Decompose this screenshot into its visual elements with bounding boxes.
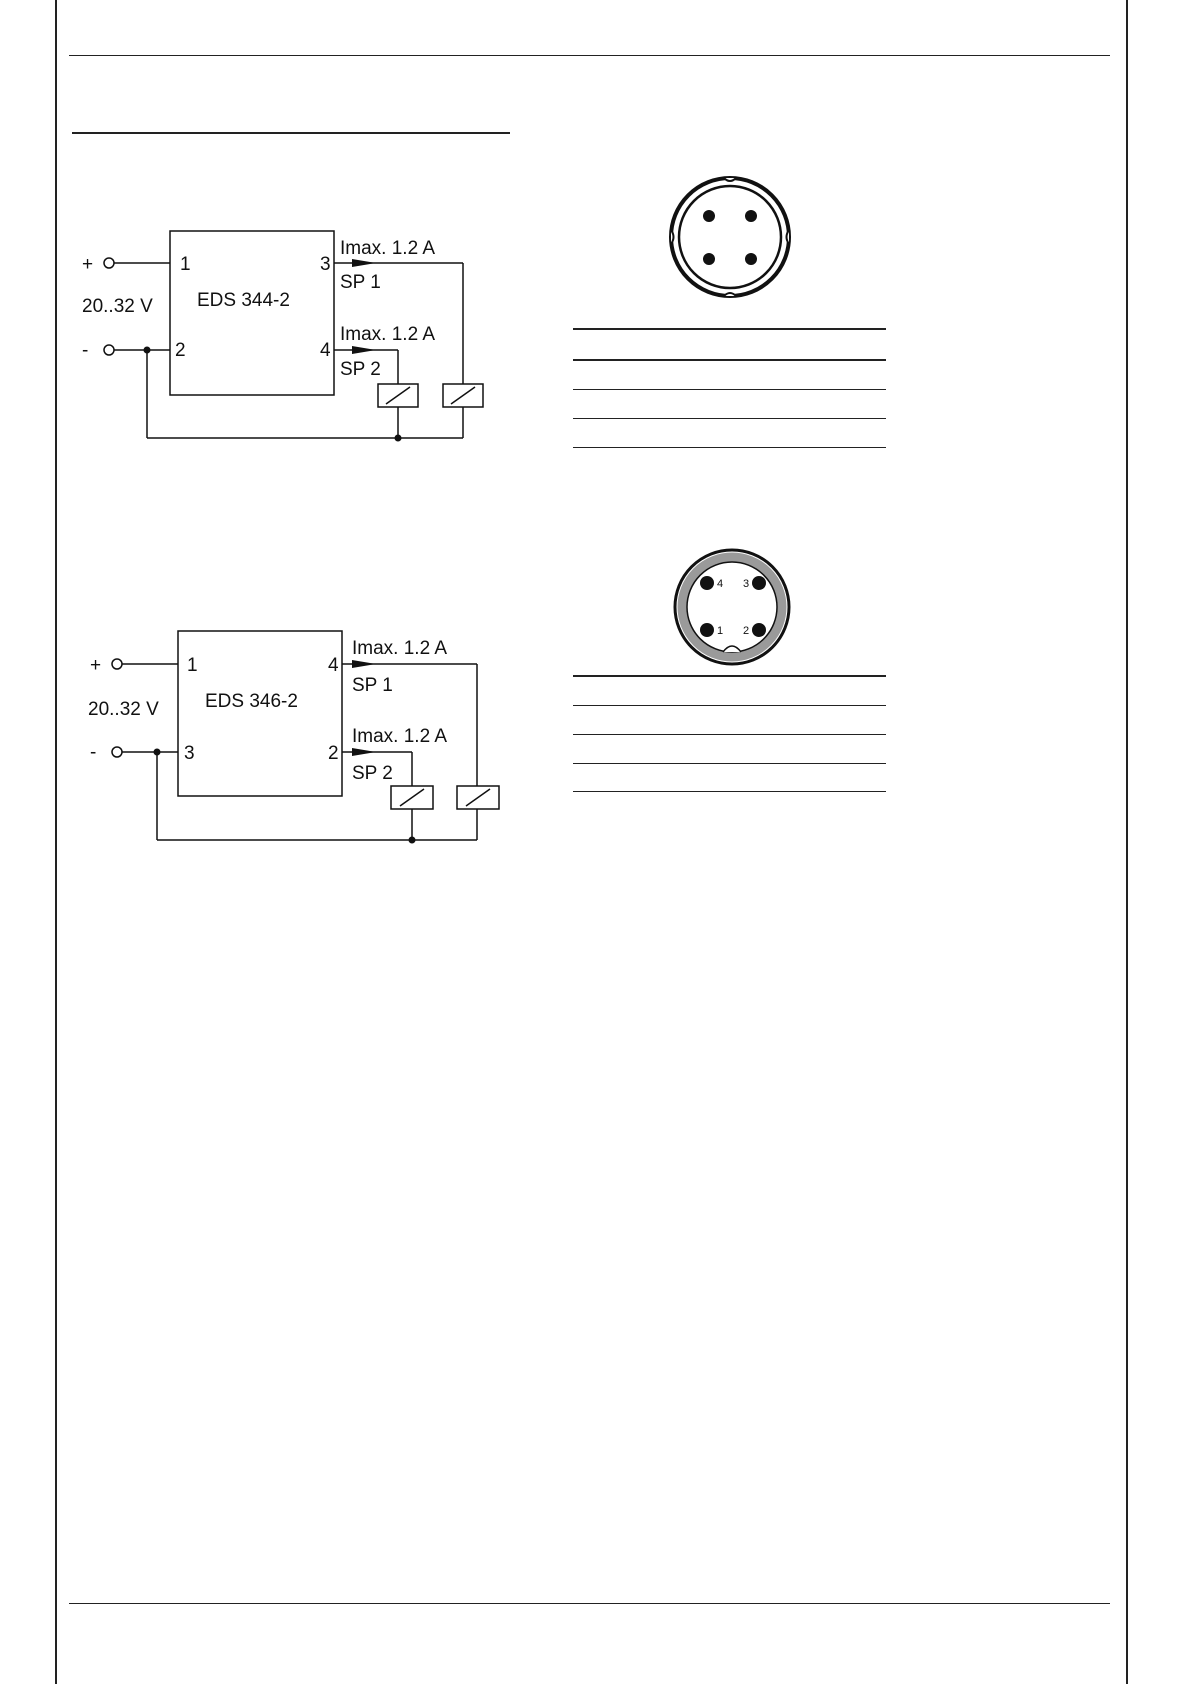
pin-number-label: 2 [743,625,750,637]
footer-rule [69,1603,1110,1604]
terminal-plus-icon [104,258,114,268]
device-block [170,231,334,395]
connector-1-pinout-icon [665,175,795,300]
page-right-border [1126,0,1128,1684]
section-underline [72,132,510,134]
pin-in-plus-label: 1 [187,655,198,676]
pin-dot [703,253,715,265]
pin-dot [745,210,757,222]
pin-out-sp2-label: 4 [320,340,331,361]
sp1-current-label: Imax. 1.2 A [352,638,448,659]
table-rule [573,763,886,764]
terminal-minus-icon [112,747,122,757]
wiring-diagram-eds-344-2 [70,222,510,452]
supply-voltage-label: 20..32 V [82,296,153,317]
junction-dot [409,837,416,844]
junction-dot [395,435,402,442]
table-rule [573,705,886,706]
pin-number-label: 1 [717,625,724,637]
supply-minus-label: - [90,742,97,763]
table-rule [573,418,886,419]
device-block [178,631,342,796]
arrow-sp1-icon [352,259,376,267]
device-label: EDS 346-2 [205,691,298,712]
table-rule [573,791,886,792]
terminal-plus-icon [112,659,122,669]
pin-dot [700,623,714,637]
arrow-sp2-icon [352,346,376,354]
sp2-label: SP 2 [340,359,381,380]
table-rule [573,447,886,448]
pin-number-label: 4 [717,578,724,590]
pin-dot [700,576,714,590]
table-rule [573,359,886,361]
pin-dot [752,576,766,590]
junction-dot [144,347,151,354]
pin-dot [752,623,766,637]
header-rule [69,55,1110,56]
supply-voltage-label: 20..32 V [88,699,159,720]
sp1-label: SP 1 [352,675,393,696]
connector-2-pinout-icon [667,545,797,670]
pin-out-sp1-label: 4 [328,655,339,676]
sp2-current-label: Imax. 1.2 A [352,726,448,747]
pin-out-sp1-label: 3 [320,254,331,275]
supply-plus-label: + [82,254,94,275]
supply-minus-label: - [82,340,89,361]
sp1-label: SP 1 [340,272,381,293]
wiring-diagram-eds-346-2 [80,622,520,852]
arrow-sp2-icon [352,748,376,756]
pin-in-minus-label: 2 [175,340,186,361]
sp2-current-label: Imax. 1.2 A [340,324,436,345]
table-rule [573,328,886,330]
pin-in-plus-label: 1 [180,254,191,275]
pin-out-sp2-label: 2 [328,743,339,764]
junction-dot [154,749,161,756]
sp2-label: SP 2 [352,763,393,784]
pin-dot [745,253,757,265]
sp1-current-label: Imax. 1.2 A [340,238,436,259]
arrow-sp1-icon [352,660,376,668]
terminal-minus-icon [104,345,114,355]
table-rule [573,734,886,735]
pin-dot [703,210,715,222]
pin-number-label: 3 [743,578,750,590]
table-rule [573,389,886,390]
supply-plus-label: + [90,655,102,676]
table-rule [573,675,886,677]
pin-in-minus-label: 3 [184,743,195,764]
page-left-border [55,0,57,1684]
device-label: EDS 344-2 [197,290,290,311]
